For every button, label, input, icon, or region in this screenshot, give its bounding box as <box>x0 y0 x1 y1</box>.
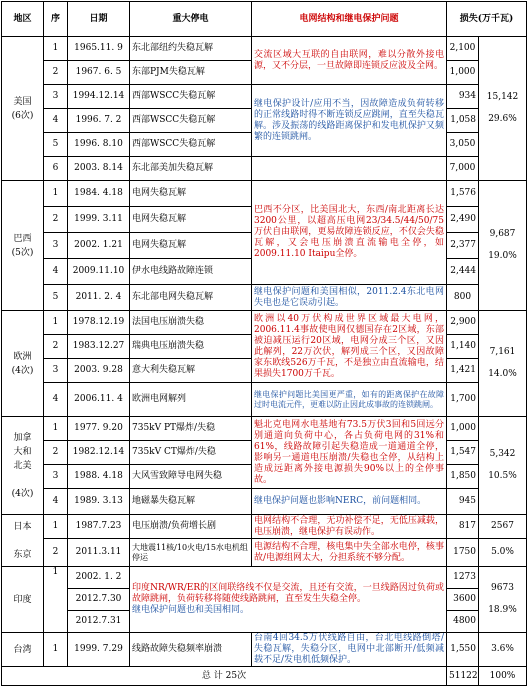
loss-cell: 2,100 <box>447 37 479 61</box>
seq-cell: 4 <box>44 383 68 417</box>
header-date: 日期 <box>68 2 130 37</box>
cause-red-text: 电网结构不合理，无功补偿不足，无低压减载，电压崩溃，继电保护有误动作。 <box>252 515 447 539</box>
date-cell: 1987.7.23 <box>68 515 130 539</box>
date-cell: 1978.12.19 <box>68 311 130 335</box>
loss-cell: 1,421 <box>447 359 479 383</box>
loss-cell: 1273 <box>447 567 479 589</box>
seq-cell: 6 <box>44 157 68 181</box>
total-loss: 51122 <box>447 667 479 686</box>
seq-cell: 1 <box>44 417 68 441</box>
date-cell: 2003. 8.14 <box>68 157 130 181</box>
date-cell: 1977. 9.20 <box>68 417 130 441</box>
loss-cell: 1,850 <box>447 465 479 489</box>
table-header-row <box>2 2 527 37</box>
event-cell: 西部WSCC失稳瓦解 <box>130 133 252 157</box>
date-cell: 1999. 7.29 <box>68 633 130 667</box>
loss-cell: 2,444 <box>447 259 479 285</box>
seq-cell: 1 <box>44 515 68 539</box>
header-seq: 序 <box>44 2 68 37</box>
seq-cell: 5 <box>44 133 68 157</box>
table-row <box>2 383 527 417</box>
event-cell: 735kV PT爆炸/失稳 <box>130 417 252 441</box>
event-cell: 欧洲电网解列 <box>130 383 252 417</box>
date-cell: 1989. 3.13 <box>68 489 130 515</box>
event-cell: 电网失稳瓦解 <box>130 181 252 207</box>
region-usa: 美国 (6次) <box>2 37 44 181</box>
seq-cell: 1 <box>44 567 68 633</box>
date-cell: 2012.7.30 <box>68 589 130 611</box>
seq-cell: 1 <box>44 37 68 61</box>
region-india: 印度 <box>2 567 44 633</box>
blackout-table-wrapper <box>1 1 526 686</box>
group-total-europe: 7,161 14.0% <box>479 311 527 417</box>
region-europe: 欧洲 (4次) <box>2 311 44 417</box>
event-cell: 地磁暴失稳瓦解 <box>130 489 252 515</box>
loss-cell: 2,900 <box>447 311 479 335</box>
table-row <box>2 181 527 207</box>
cause-blue-text: 继电保护问题比美国更严重，如有的距离保护在故障过时电流元件，更难以防止因此成事故的连锁跳闸。 <box>252 383 447 417</box>
event-cell: 东北部纽约失稳瓦解 <box>130 37 252 61</box>
loss-cell: 1,140 <box>447 335 479 359</box>
event-cell: 线路故障失稳频率崩溃 <box>130 633 252 667</box>
table-row <box>2 567 527 589</box>
date-cell: 1984. 4.18 <box>68 181 130 207</box>
loss-cell: 4800 <box>447 611 479 633</box>
loss-cell: 7,000 <box>447 157 479 181</box>
group-total-japan: 2567 <box>479 515 527 539</box>
seq-cell: 5 <box>44 285 68 311</box>
loss-cell: 945 <box>447 489 479 515</box>
seq-cell: 4 <box>44 489 68 515</box>
date-cell: 1965.11. 9 <box>68 37 130 61</box>
seq-cell: 3 <box>44 465 68 489</box>
seq-cell: 1 <box>44 181 68 207</box>
date-cell: 2002. 1. 2 <box>68 567 130 589</box>
date-cell: 1982.12.14 <box>68 441 130 465</box>
loss-cell: 1,576 <box>447 181 479 207</box>
loss-cell: 3,050 <box>447 133 479 157</box>
cause-blue-text: 台南4回34.5万伏线路自由，台北电线路倒塔/失稳瓦解，失稳分区，电网中北部断开/低频减载不足/发电机低频保护。 <box>252 633 447 667</box>
india-cause-cell <box>130 567 447 633</box>
group-share-taiwan: 3.6% <box>479 633 527 667</box>
date-cell: 2003. 9.28 <box>68 359 130 383</box>
date-cell: 2011.3.11 <box>68 539 130 567</box>
loss-cell: 934 <box>447 85 479 109</box>
date-cell: 2011. 2. 4 <box>68 285 130 311</box>
cause-red-text: 魁北克电网水电基地有73.5万伏3回和5回远分别通道向负荷中心，各占负荷电网的31%和61%，线路故障引起失稳造成一道通道全停，影响另一通道电压崩溃/失稳也全停，从结构上造成远距离外接电源损失90%以上的全停事故。 <box>252 417 447 489</box>
event-cell: 意大利失稳瓦解 <box>130 359 252 383</box>
event-cell: 西部WSCC失稳瓦解 <box>130 85 252 109</box>
date-cell: 1996. 8.10 <box>68 133 130 157</box>
loss-cell: 1750 <box>447 539 479 567</box>
table-row <box>2 85 527 109</box>
loss-cell: 1,000 <box>447 61 479 85</box>
event-cell: 伊水电线路故障连锁 <box>130 259 252 285</box>
group-total-india: 9673 18.9% <box>479 567 527 633</box>
table-row <box>2 417 527 441</box>
event-cell: 电压崩溃/负荷增长剧 <box>130 515 252 539</box>
loss-cell: 3600 <box>447 589 479 611</box>
loss-cell: 2,377 <box>447 233 479 259</box>
date-cell: 2006.11. 4 <box>68 383 130 417</box>
loss-cell: 1,547 <box>447 441 479 465</box>
table-row <box>2 489 527 515</box>
table-row <box>2 285 527 311</box>
cause-blue-text: 继电保护问题也和美国相同。 <box>132 605 250 615</box>
table-row <box>2 539 527 567</box>
group-total-north-america: 5,342 10.5% <box>479 417 527 515</box>
cause-red-text: 电源结构不合理，核电集中失全部水电停，核事故/电源组网太大，分担系统不够分配。 <box>252 539 447 567</box>
seq-cell: 2 <box>44 441 68 465</box>
seq-cell: 4 <box>44 259 68 285</box>
total-row <box>2 667 527 686</box>
seq-cell: 4 <box>44 109 68 133</box>
date-cell: 1988. 4.18 <box>68 465 130 489</box>
loss-cell: 1,000 <box>447 417 479 441</box>
seq-cell: 1 <box>44 633 68 667</box>
table-row <box>2 311 527 335</box>
date-cell: 2002. 1.21 <box>68 233 130 259</box>
event-cell: 电网失稳瓦解 <box>130 233 252 259</box>
loss-cell: 800 <box>447 285 479 311</box>
cause-blue-text: 继电保护问题也影响NERC，前问题相同。 <box>252 489 447 515</box>
event-cell: 大风雪致障导电网失稳 <box>130 465 252 489</box>
seq-cell: 3 <box>44 233 68 259</box>
event-cell: 法国电压崩溃失稳 <box>130 311 252 335</box>
event-cell: 东部PJM失稳瓦解 <box>130 61 252 85</box>
cause-blank <box>252 157 447 181</box>
header-event: 重大停电 <box>130 2 252 37</box>
seq-cell: 3 <box>44 359 68 383</box>
region-brazil: 巴西 (5次) <box>2 181 44 311</box>
region-taiwan: 台湾 <box>2 633 44 667</box>
event-cell: 东北部电网失稳瓦解 <box>130 285 252 311</box>
cause-blue-text: 继电保护问题和美国相似，2011.2.4东北电网失电也是它误动引起。 <box>252 285 447 311</box>
date-cell: 2009.11.10 <box>68 259 130 285</box>
region-japan-tokyo: 日本 东京 <box>2 515 44 567</box>
event-cell: 735kV CT爆炸/失稳 <box>130 441 252 465</box>
date-cell: 1996. 7. 2 <box>68 109 130 133</box>
group-total-usa: 15,142 29.6% <box>479 37 527 181</box>
header-loss: 损失(万千瓦) <box>447 2 527 37</box>
date-cell: 1967. 6. 5 <box>68 61 130 85</box>
table-row <box>2 37 527 61</box>
group-total-brazil: 9,687 19.0% <box>479 181 527 311</box>
group-share-japan: 5.0% <box>479 539 527 567</box>
date-cell: 2012.7.31 <box>68 611 130 633</box>
event-cell: 西部WSCC失稳瓦解 <box>130 109 252 133</box>
table-row <box>2 515 527 539</box>
seq-cell: 2 <box>44 539 68 567</box>
header-cause: 电网结构和继电保护问题 <box>252 2 447 37</box>
date-cell: 1999. 3.11 <box>68 207 130 233</box>
table-row <box>2 633 527 667</box>
total-label: 总 计 25次 <box>2 667 447 686</box>
header-region: 地区 <box>2 2 44 37</box>
cause-red-text: 巴西不分区，比美国北大，东西/南北距离长达3200公里，以超高压电网23/34.5/44/50/75万伏自由联网，更易故障连锁反应，不仅会失稳瓦解，又会电压崩溃直流输电全停，如2009.11.10 Itaipu全停。 <box>252 181 447 285</box>
major-blackouts-table <box>1 1 527 686</box>
cause-red-text: 印度NR/WR/ER的区间联络线不仅是交流，且还有交流，一旦线路因过负荷或故障跳闸，负荷转移将随使线路跳闸，直至发生失稳全停。 <box>132 583 444 604</box>
loss-cell: 1,700 <box>447 383 479 417</box>
loss-cell: 2,490 <box>447 207 479 233</box>
seq-cell: 2 <box>44 207 68 233</box>
loss-cell: 1,550 <box>447 633 479 667</box>
seq-cell: 1 <box>44 311 68 335</box>
seq-cell: 2 <box>44 61 68 85</box>
date-cell: 1983.12.27 <box>68 335 130 359</box>
cause-red-text: 欧洲以40万伏构成世界区域最大电网，2006.11.4事故使电网仅德国存在2区域，东部被迫减压运行20区域，电网分成三个区，又因此解列，22万次伏，解列成三个区，又因故障家东欧线526万千瓦，不是独立由直流输电，结果损失1700万千瓦。 <box>252 311 447 383</box>
loss-cell: 1,058 <box>447 109 479 133</box>
date-cell: 1994.12.14 <box>68 85 130 109</box>
total-share: 100% <box>479 667 527 686</box>
event-cell: 瑞典电压崩溃失稳 <box>130 335 252 359</box>
loss-cell: 817 <box>447 515 479 539</box>
cause-red-text: 交流区域大互联的自由联网，难以分散外接电源，又不分层，一旦故障即连锁反应波及全网。 <box>252 37 447 85</box>
event-cell: 大地震11核/10火电/15水电机组停运 <box>130 539 252 567</box>
seq-cell: 3 <box>44 85 68 109</box>
event-cell: 东北部美加失稳瓦解 <box>130 157 252 181</box>
table-row <box>2 157 527 181</box>
region-north-america: 加拿 大和 北美 (4次) <box>2 417 44 515</box>
seq-cell: 2 <box>44 335 68 359</box>
cause-blue-text: 继电保护设计/应用不当，因故障造成负荷转移的正常线路时得不断连锁反应跳闸，直至失稳瓦解。涉及振荡的线路距离保护和发电机保护又频繁的连锁跳闸。 <box>252 85 447 157</box>
event-cell: 电网失稳瓦解 <box>130 207 252 233</box>
